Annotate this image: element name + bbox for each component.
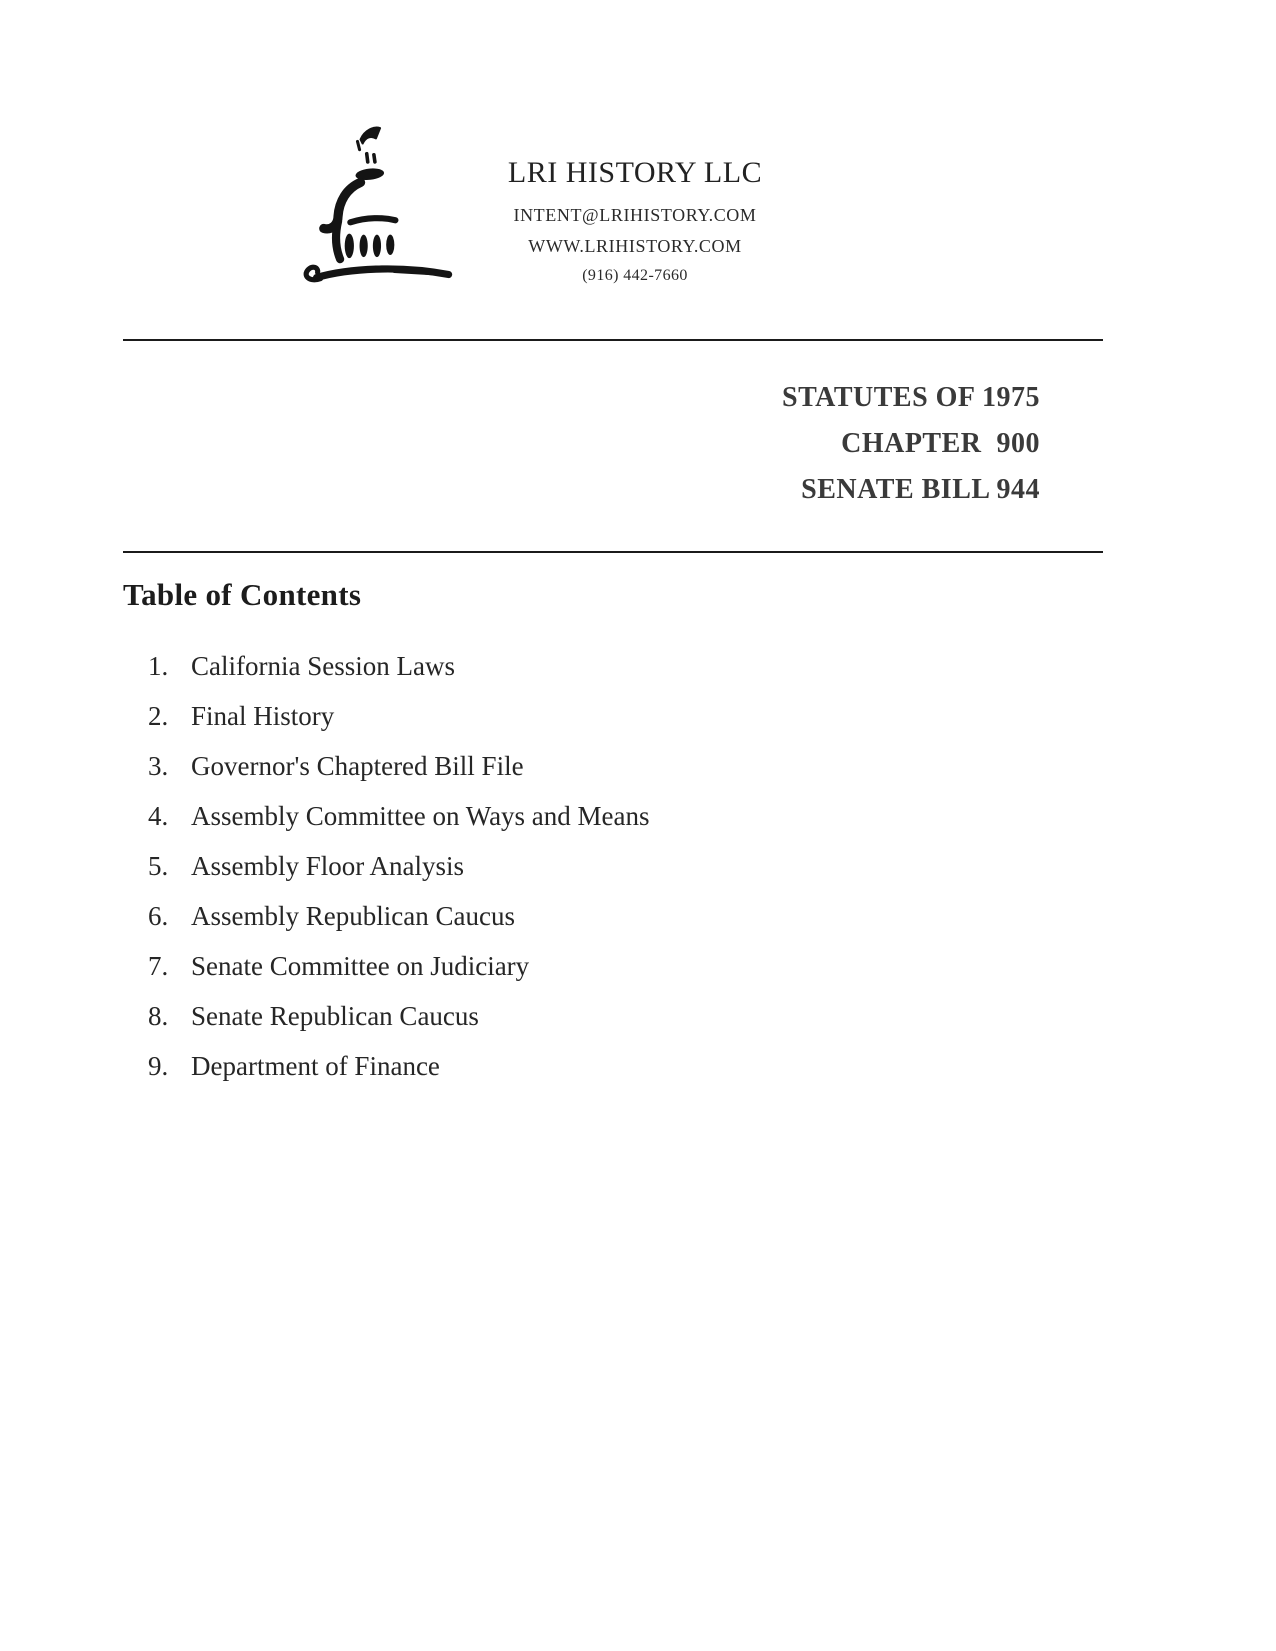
toc-item-number: 9. — [148, 1051, 169, 1081]
bottom-divider — [123, 551, 1103, 553]
toc-list — [148, 652, 650, 1102]
email-text: INTENT@LRIHISTORY.COM — [513, 205, 757, 225]
senate-bill-line: SENATE BILL 944 — [801, 474, 1040, 505]
toc-item-number: 6. — [148, 901, 169, 931]
toc-item-number: 3. — [148, 751, 169, 781]
toc-item-label: Assembly Floor Analysis — [191, 851, 465, 881]
toc-item — [148, 1002, 650, 1030]
toc-item — [148, 752, 650, 780]
toc-item — [148, 1052, 650, 1080]
toc-item — [148, 652, 650, 680]
toc-item-number: 1. — [148, 651, 169, 681]
toc-item-label: Governor's Chaptered Bill File — [191, 751, 524, 781]
toc-item-label: Assembly Committee on Ways and Means — [191, 801, 650, 831]
toc-item-label: Senate Committee on Judiciary — [191, 951, 530, 981]
toc-item — [148, 952, 650, 980]
chapter-line: CHAPTER 900 — [841, 428, 1040, 459]
toc-item-number: 4. — [148, 801, 169, 831]
toc-item — [148, 902, 650, 930]
toc-item-number: 5. — [148, 851, 169, 881]
toc-item-label: Assembly Republican Caucus — [191, 901, 515, 931]
toc-item-number: 7. — [148, 951, 169, 981]
toc-item-number: 8. — [148, 1001, 169, 1031]
toc-item-label: Final History — [191, 701, 335, 731]
website-text: WWW.LRIHISTORY.COM — [528, 236, 742, 256]
toc-item — [148, 852, 650, 880]
statutes-block — [782, 375, 1040, 513]
top-divider — [123, 339, 1103, 341]
phone-text: (916) 442-7660 — [582, 267, 688, 284]
toc-title: Table of Contents — [123, 577, 362, 612]
toc-item-label: Senate Republican Caucus — [191, 1001, 479, 1031]
toc-item — [148, 702, 650, 730]
toc-item-number: 2. — [148, 701, 169, 731]
statutes-line: STATUTES OF 1975 — [782, 382, 1040, 413]
toc-item-label: Department of Finance — [191, 1051, 440, 1081]
toc-item-label: California Session Laws — [191, 651, 455, 681]
toc-item — [148, 802, 650, 830]
company-name: LRI HISTORY LLC — [507, 156, 763, 189]
